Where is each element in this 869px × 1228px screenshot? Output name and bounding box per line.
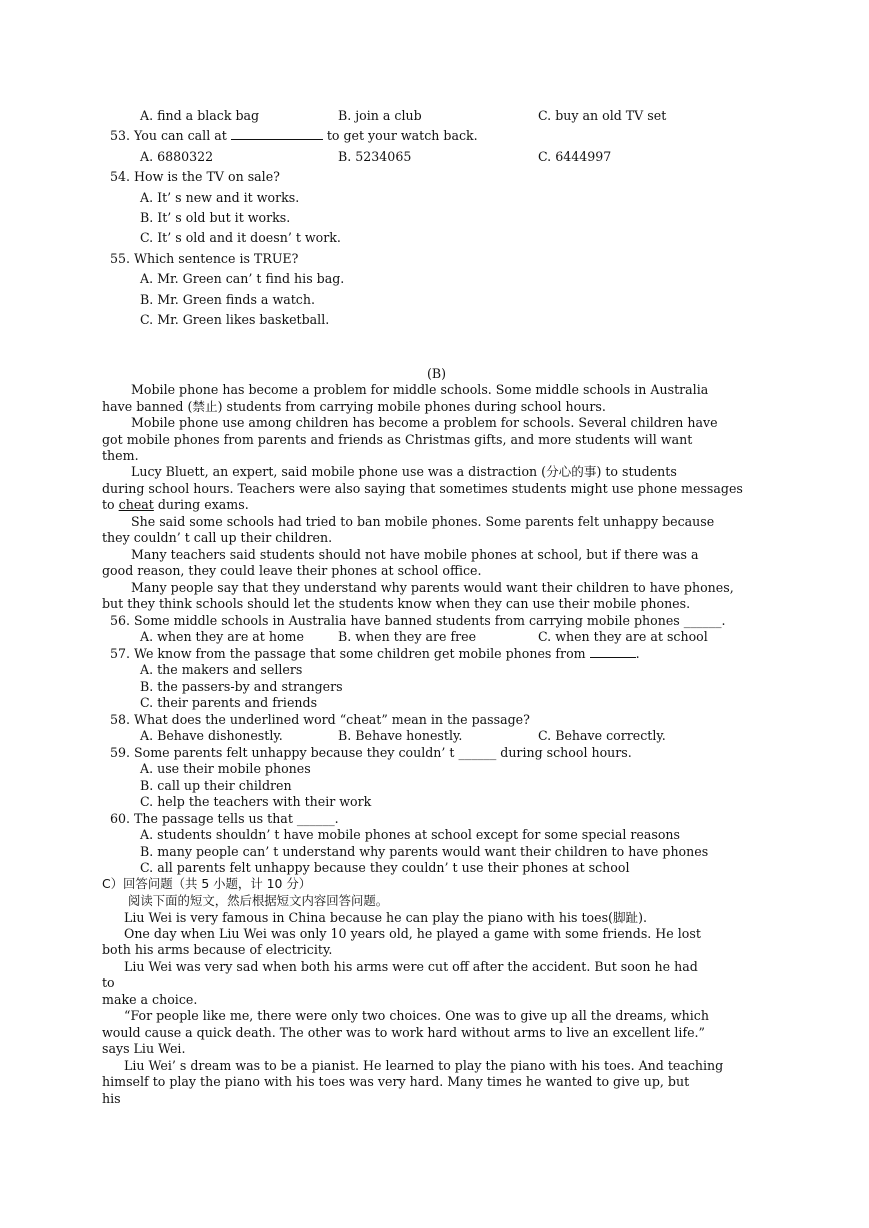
q56-option-c: C. when they are at school xyxy=(538,629,708,644)
q59-option-b: B. call up their children xyxy=(140,778,292,793)
passage-c-line8: would cause a quick death. The other was to work hard without arms to live an excellent life.” xyxy=(102,1025,705,1040)
q59-option-a: A. use their mobile phones xyxy=(140,761,311,776)
q53-stem xyxy=(110,128,478,144)
passage-c-line2: One day when Liu Wei was only 10 years old, he played a game with some friends. He lost xyxy=(124,926,701,941)
q54-option-c: C. It’ s old and it doesn’ t work. xyxy=(140,230,341,245)
passage-b-p3-line1: Lucy Bluett, an expert, said mobile phone use was a distraction (分心的事) to students xyxy=(131,464,677,479)
passage-b-p3-line2: during school hours. Teachers were also saying that sometimes students might use phone messages xyxy=(102,481,743,496)
passage-c-line11: himself to play the piano with his toes was very hard. Many times he wanted to give up, but xyxy=(102,1074,690,1089)
q55-option-b: B. Mr. Green finds a watch. xyxy=(140,292,315,307)
passage-b-p1-line1: Mobile phone has become a problem for middle schools. Some middle schools in Australia xyxy=(131,382,709,397)
q53-stem-pre: 53. You can call at xyxy=(110,128,231,143)
q58-option-c: C. Behave correctly. xyxy=(538,728,666,743)
q55-option-a: A. Mr. Green can’ t find his bag. xyxy=(140,271,345,286)
q57-option-a: A. the makers and sellers xyxy=(140,662,303,677)
q60-option-a: A. students shouldn’ t have mobile phones at school except for some special reasons xyxy=(140,827,680,842)
section-b-heading: (B) xyxy=(427,366,447,381)
passage-b-p5-line2: good reason, they could leave their phones at school office. xyxy=(102,563,482,578)
q57-option-c: C. their parents and friends xyxy=(140,695,318,710)
passage-b-p6-line1: Many people say that they understand why parents would want their children to have phones, xyxy=(131,580,734,595)
q57-stem xyxy=(110,646,640,662)
passage-b-p2-line3: them. xyxy=(102,448,139,463)
passage-b-p6-line2: but they think schools should let the students know when they can use their mobile phones. xyxy=(102,596,691,611)
passage-b-p5-line1: Many teachers said students should not have mobile phones at school, but if there was a xyxy=(131,547,699,562)
q55-option-c: C. Mr. Green likes basketball. xyxy=(140,312,330,327)
passage-c-line1: Liu Wei is very famous in China because he can play the piano with his toes(脚趾). xyxy=(124,910,648,925)
q54-option-b: B. It’ s old but it works. xyxy=(140,210,291,225)
q60-option-b: B. many people can’ t understand why parents would want their children to have phones xyxy=(140,844,709,859)
q58-option-a: A. Behave dishonestly. xyxy=(140,728,283,743)
q53-stem-post: to get your watch back. xyxy=(322,128,478,143)
q52-option-a: A. find a black bag xyxy=(140,108,260,123)
section-c-heading: C）回答问题（共 5 小题，计 10 分） xyxy=(102,876,312,891)
q57-blank xyxy=(590,646,636,658)
passage-c-line12: his xyxy=(102,1091,121,1106)
passage-b-p3-line3 xyxy=(102,497,249,513)
passage-c-line4: Liu Wei was very sad when both his arms were cut off after the accident. But soon he had xyxy=(124,959,698,974)
q55-stem: 55. Which sentence is TRUE? xyxy=(110,251,299,266)
passage-b-p2-line2: got mobile phones from parents and friends as Christmas gifts, and more students will want xyxy=(102,432,693,447)
q52-option-c: C. buy an old TV set xyxy=(538,108,667,123)
passage-b-p1-line2: have banned (禁止) students from carrying mobile phones during school hours. xyxy=(102,399,606,414)
q53-option-c: C. 6444997 xyxy=(538,149,612,164)
underlined-word-cheat: cheat xyxy=(118,497,154,512)
q59-option-c: C. help the teachers with their work xyxy=(140,794,372,809)
q58-stem: 58. What does the underlined word “cheat” mean in the passage? xyxy=(110,712,530,727)
q57-option-b: B. the passers-by and strangers xyxy=(140,679,343,694)
q57-stem-post: . xyxy=(635,646,640,661)
q54-stem: 54. How is the TV on sale? xyxy=(110,169,280,184)
q58-option-b: B. Behave honestly. xyxy=(338,728,463,743)
p3-line3-pre: to xyxy=(102,497,119,512)
passage-c-line5: to xyxy=(102,975,115,990)
passage-c-line9: says Liu Wei. xyxy=(102,1041,186,1056)
passage-c-line7: “For people like me, there were only two choices. One was to give up all the dreams, which xyxy=(124,1008,709,1023)
q56-stem: 56. Some middle schools in Australia have banned students from carrying mobile phones ______. xyxy=(110,613,726,628)
q54-option-a: A. It’ s new and it works. xyxy=(140,190,300,205)
passage-c-line10: Liu Wei’ s dream was to be a pianist. He learned to play the piano with his toes. And teaching xyxy=(124,1058,724,1073)
q52-option-b: B. join a club xyxy=(338,108,422,123)
passage-c-line6: make a choice. xyxy=(102,992,198,1007)
passage-b-p2-line1: Mobile phone use among children has become a problem for schools. Several children have xyxy=(131,415,718,430)
q60-option-c: C. all parents felt unhappy because they couldn’ t use their phones at school xyxy=(140,860,630,875)
passage-b-p4-line1: She said some schools had tried to ban mobile phones. Some parents felt unhappy because xyxy=(131,514,715,529)
section-c-instruction: 阅读下面的短文，然后根据短文内容回答问题。 xyxy=(128,893,389,908)
passage-c-line3: both his arms because of electricity. xyxy=(102,942,333,957)
q56-option-a: A. when they are at home xyxy=(140,629,304,644)
q53-blank xyxy=(231,128,323,140)
q59-stem: 59. Some parents felt unhappy because they couldn’ t ______ during school hours. xyxy=(110,745,632,760)
q57-stem-pre: 57. We know from the passage that some children get mobile phones from xyxy=(110,646,590,661)
q53-option-b: B. 5234065 xyxy=(338,149,412,164)
p3-line3-post: during exams. xyxy=(153,497,249,512)
q56-option-b: B. when they are free xyxy=(338,629,477,644)
q60-stem: 60. The passage tells us that ______. xyxy=(110,811,339,826)
passage-b-p4-line2: they couldn’ t call up their children. xyxy=(102,530,333,545)
q53-option-a: A. 6880322 xyxy=(140,149,214,164)
